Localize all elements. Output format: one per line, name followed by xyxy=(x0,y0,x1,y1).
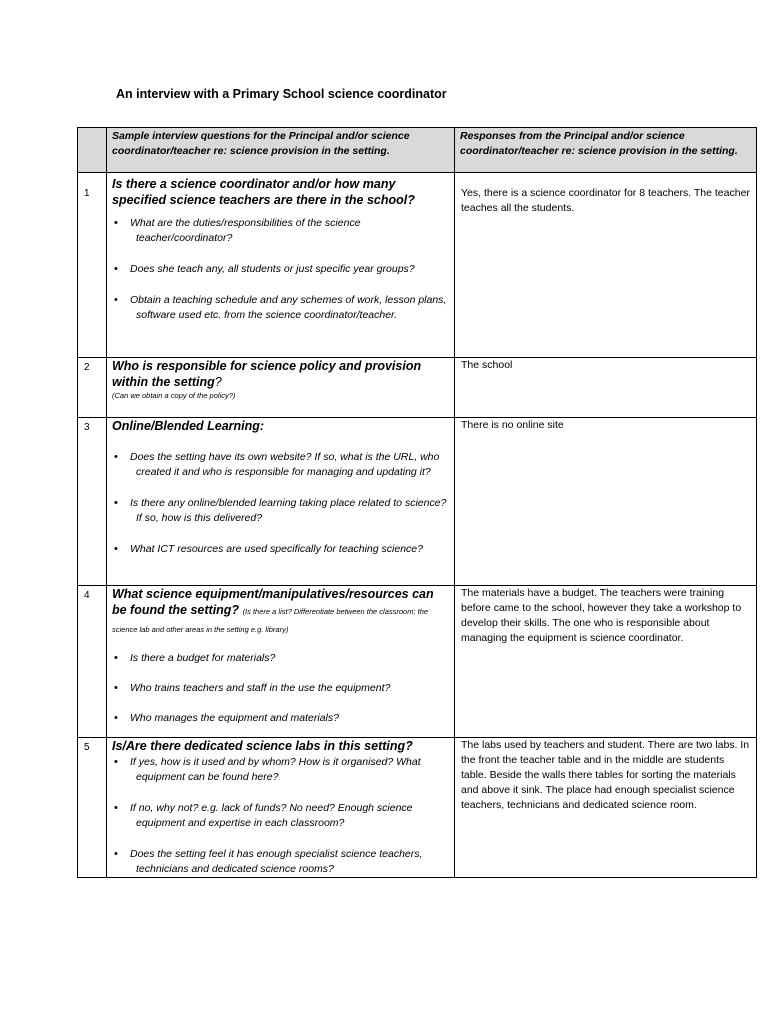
question-title xyxy=(107,586,454,638)
sub-question: • Is there a budget for materials? xyxy=(107,651,448,666)
row-number-cell xyxy=(78,418,107,586)
sub-question: • What are the duties/responsibilities of the science teacher/coordinator? xyxy=(107,216,448,246)
sub-question-list xyxy=(107,216,454,323)
sub-question: • Who trains teachers and staff in the use the equipment? xyxy=(107,681,448,696)
row-number: 3 xyxy=(84,422,90,433)
question-note: (Is there a list? Differentiate between the classroom; the science lab and other areas in the setting e.g. library) xyxy=(112,607,429,634)
response-text: Yes, there is a science coordinator for 8 teachers. The teacher teaches all the students. xyxy=(461,187,750,214)
row-number-cell xyxy=(78,586,107,738)
row-number-cell xyxy=(78,358,107,418)
response-cell xyxy=(455,358,757,418)
header-number-cell xyxy=(78,128,107,173)
table-row xyxy=(78,358,757,418)
table-row xyxy=(78,418,757,586)
response-text: The school xyxy=(461,359,513,371)
response-cell xyxy=(455,173,757,358)
response-text: The materials have a budget. The teachers were training before came to the school, however they take a workshop to develop their skills. The one who is responsible about managing the equipment is science coordinator. xyxy=(461,587,742,644)
response-cell xyxy=(455,418,757,586)
question-title: Online/Blended Learning: xyxy=(112,419,265,433)
row-number: 5 xyxy=(84,742,90,753)
sub-question: • Is there any online/blended learning taking place related to science? If so, how is this delivered? xyxy=(107,496,448,526)
question-title-text: Who is responsible for science policy and provision within the setting xyxy=(112,359,422,389)
header-questions: Sample interview questions for the Principal and/or science coordinator/teacher re: science provision in the setting. xyxy=(112,130,410,157)
sub-question: • If no, why not? e.g. lack of funds? No need? Enough science equipment and expertise in each classroom? xyxy=(107,801,448,831)
table-row xyxy=(78,738,757,878)
response-text: There is no online site xyxy=(461,419,564,431)
header-responses-cell xyxy=(455,128,757,173)
sub-question: • Obtain a teaching schedule and any schemes of work, lesson plans, software used etc. from the science coordinator/teacher. xyxy=(107,293,448,323)
document-title: An interview with a Primary School science coordinator xyxy=(116,87,447,101)
question-title: Is there a science coordinator and/or how many specified science teachers are there in the school? xyxy=(112,177,415,207)
question-cell xyxy=(107,358,455,418)
table-header-row xyxy=(78,128,757,173)
sub-question: • Who manages the equipment and materials? xyxy=(107,711,448,726)
sub-question: • What ICT resources are used specifically for teaching science? xyxy=(107,542,448,557)
row-number-cell xyxy=(78,173,107,358)
row-number: 4 xyxy=(84,590,90,601)
sub-question-list xyxy=(107,755,454,877)
table-row xyxy=(78,586,757,738)
question-title-text: What science equipment/manipulatives/resources can be found the setting? xyxy=(112,587,434,617)
response-text: The labs used by teachers and student. There are two labs. In the front the teacher table and in the middle are students table. Beside the walls there tables for sorting the materials and above it sink. The place had enough specialist science teachers, technicians and dedicated science room. xyxy=(461,739,750,811)
response-cell xyxy=(455,738,757,878)
question-cell xyxy=(107,586,455,738)
sub-question-list xyxy=(107,651,454,726)
sub-question-list xyxy=(107,450,454,557)
row-number: 2 xyxy=(84,362,90,373)
header-questions-cell xyxy=(107,128,455,173)
row-number: 1 xyxy=(84,188,90,199)
sub-question: • If yes, how is it used and by whom? How is it organised? What equipment can be found here? xyxy=(107,755,448,785)
question-title: Is/Are there dedicated science labs in this setting? xyxy=(112,739,413,753)
interview-table xyxy=(77,127,757,878)
response-cell xyxy=(455,586,757,738)
question-title xyxy=(107,358,454,390)
sub-question: • Does the setting feel it has enough specialist science teachers, technicians and dedicated science rooms? xyxy=(107,847,448,877)
table-row xyxy=(78,173,757,358)
question-cell xyxy=(107,173,455,358)
header-responses: Responses from the Principal and/or science coordinator/teacher re: science provision in the setting. xyxy=(460,130,738,157)
sub-question: • Does the setting have its own website? If so, what is the URL, who created it and who is responsible for managing and updating it? xyxy=(107,450,448,480)
question-note: (Can we obtain a copy of the policy?) xyxy=(112,391,236,400)
row-number-cell xyxy=(78,738,107,878)
question-cell xyxy=(107,418,455,586)
question-cell xyxy=(107,738,455,878)
question-title-tail: ? xyxy=(214,375,222,389)
sub-question: • Does she teach any, all students or just specific year groups? xyxy=(107,262,448,277)
